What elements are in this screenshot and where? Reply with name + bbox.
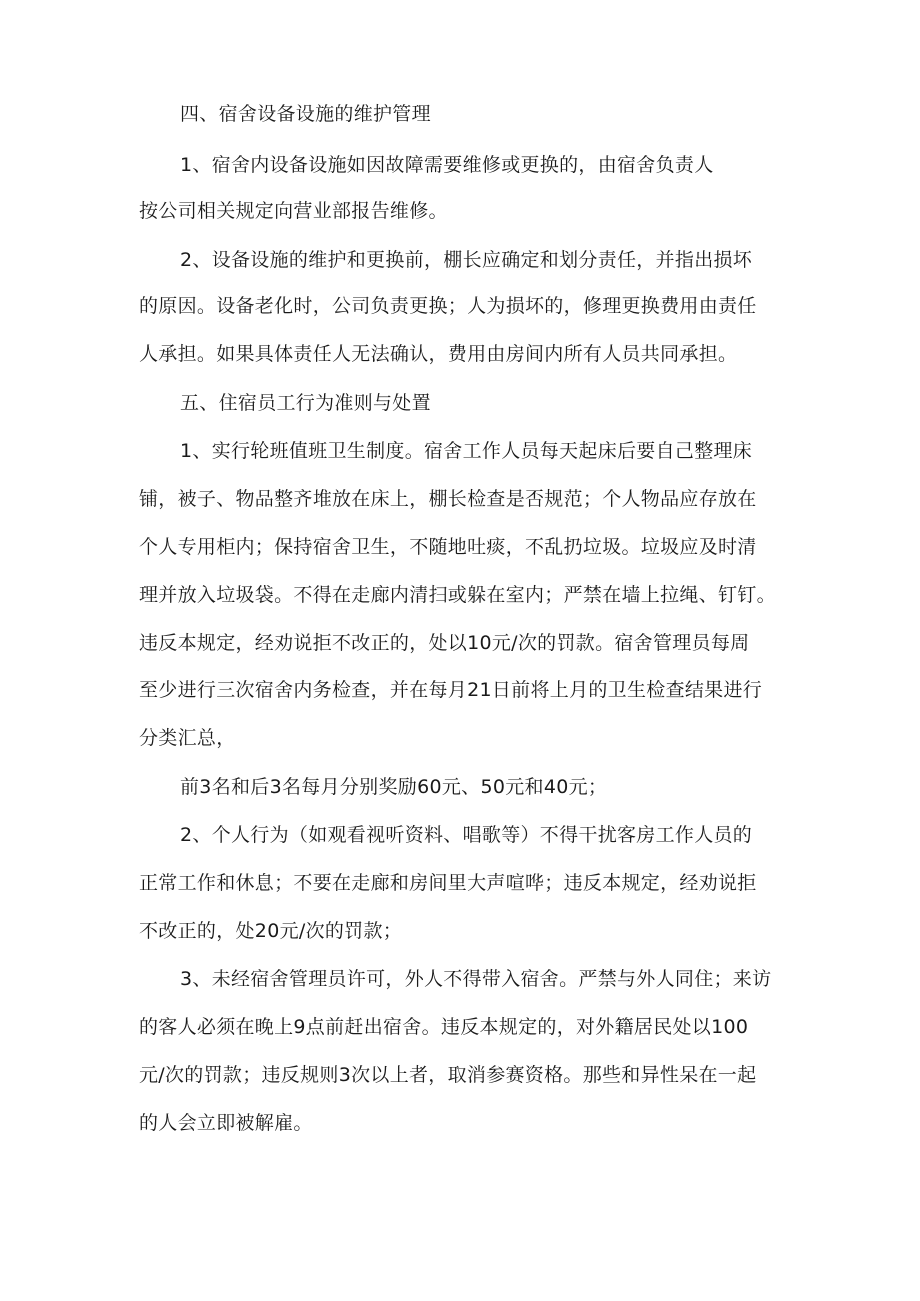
paragraph-line: 元/次的罚款；违反规则3次以上者，取消参赛资格。那些和异性呆在一起: [139, 1064, 757, 1086]
paragraph-line: 的人会立即被解雇。: [139, 1112, 313, 1134]
paragraph-line: 铺，被子、物品整齐堆放在床上，棚长检查是否规范；个人物品应存放在: [139, 488, 757, 510]
paragraph-line: 违反本规定，经劝说拒不改正的，处以10元/次的罚款。宿舍管理员每周: [139, 632, 750, 654]
paragraph-line: 2、设备设施的维护和更换前，棚长应确定和划分责任，并指出损坏: [180, 249, 753, 271]
section-heading-5: 五、住宿员工行为准则与处置: [180, 392, 431, 414]
paragraph-line: 不改正的，处20元/次的罚款；: [139, 920, 403, 942]
paragraph-line: 理并放入垃圾袋。不得在走廊内清扫或躲在室内；严禁在墙上拉绳、钉钉。: [139, 584, 776, 606]
paragraph-line: 按公司相关规定向营业部报告维修。: [139, 200, 448, 222]
paragraph-line: 至少进行三次宿舍内务检查，并在每月21日前将上月的卫生检查结果进行: [139, 679, 763, 701]
paragraph-line: 人承担。如果具体责任人无法确认，费用由房间内所有人员共同承担。: [139, 343, 738, 365]
paragraph-line: 分类汇总，: [139, 727, 236, 749]
section-heading-4: 四、宿舍设备设施的维护管理: [180, 103, 431, 125]
paragraph-line: 3、未经宿舍管理员许可，外人不得带入宿舍。严禁与外人同住；来访: [180, 968, 772, 990]
paragraph-line: 1、实行轮班值班卫生制度。宿舍工作人员每天起床后要自己整理床: [180, 440, 753, 462]
paragraph-line: 正常工作和休息；不要在走廊和房间里大声喧哗；违反本规定，经劝说拒: [139, 872, 757, 894]
paragraph-line: 前3名和后3名每月分别奖励60元、50元和40元；: [180, 776, 608, 798]
paragraph-line: 的客人必须在晚上9点前赶出宿舍。违反本规定的，对外籍居民处以100: [139, 1016, 749, 1038]
paragraph-line: 2、个人行为（如观看视听资料、唱歌等）不得干扰客房工作人员的: [180, 824, 753, 846]
paragraph-line: 个人专用柜内；保持宿舍卫生，不随地吐痰，不乱扔垃圾。垃圾应及时清: [139, 536, 757, 558]
paragraph-line: 1、宿舍内设备设施如因故障需要维修或更换的，由宿舍负责人: [180, 154, 714, 176]
paragraph-line: 的原因。设备老化时，公司负责更换；人为损坏的，修理更换费用由责任: [139, 295, 757, 317]
